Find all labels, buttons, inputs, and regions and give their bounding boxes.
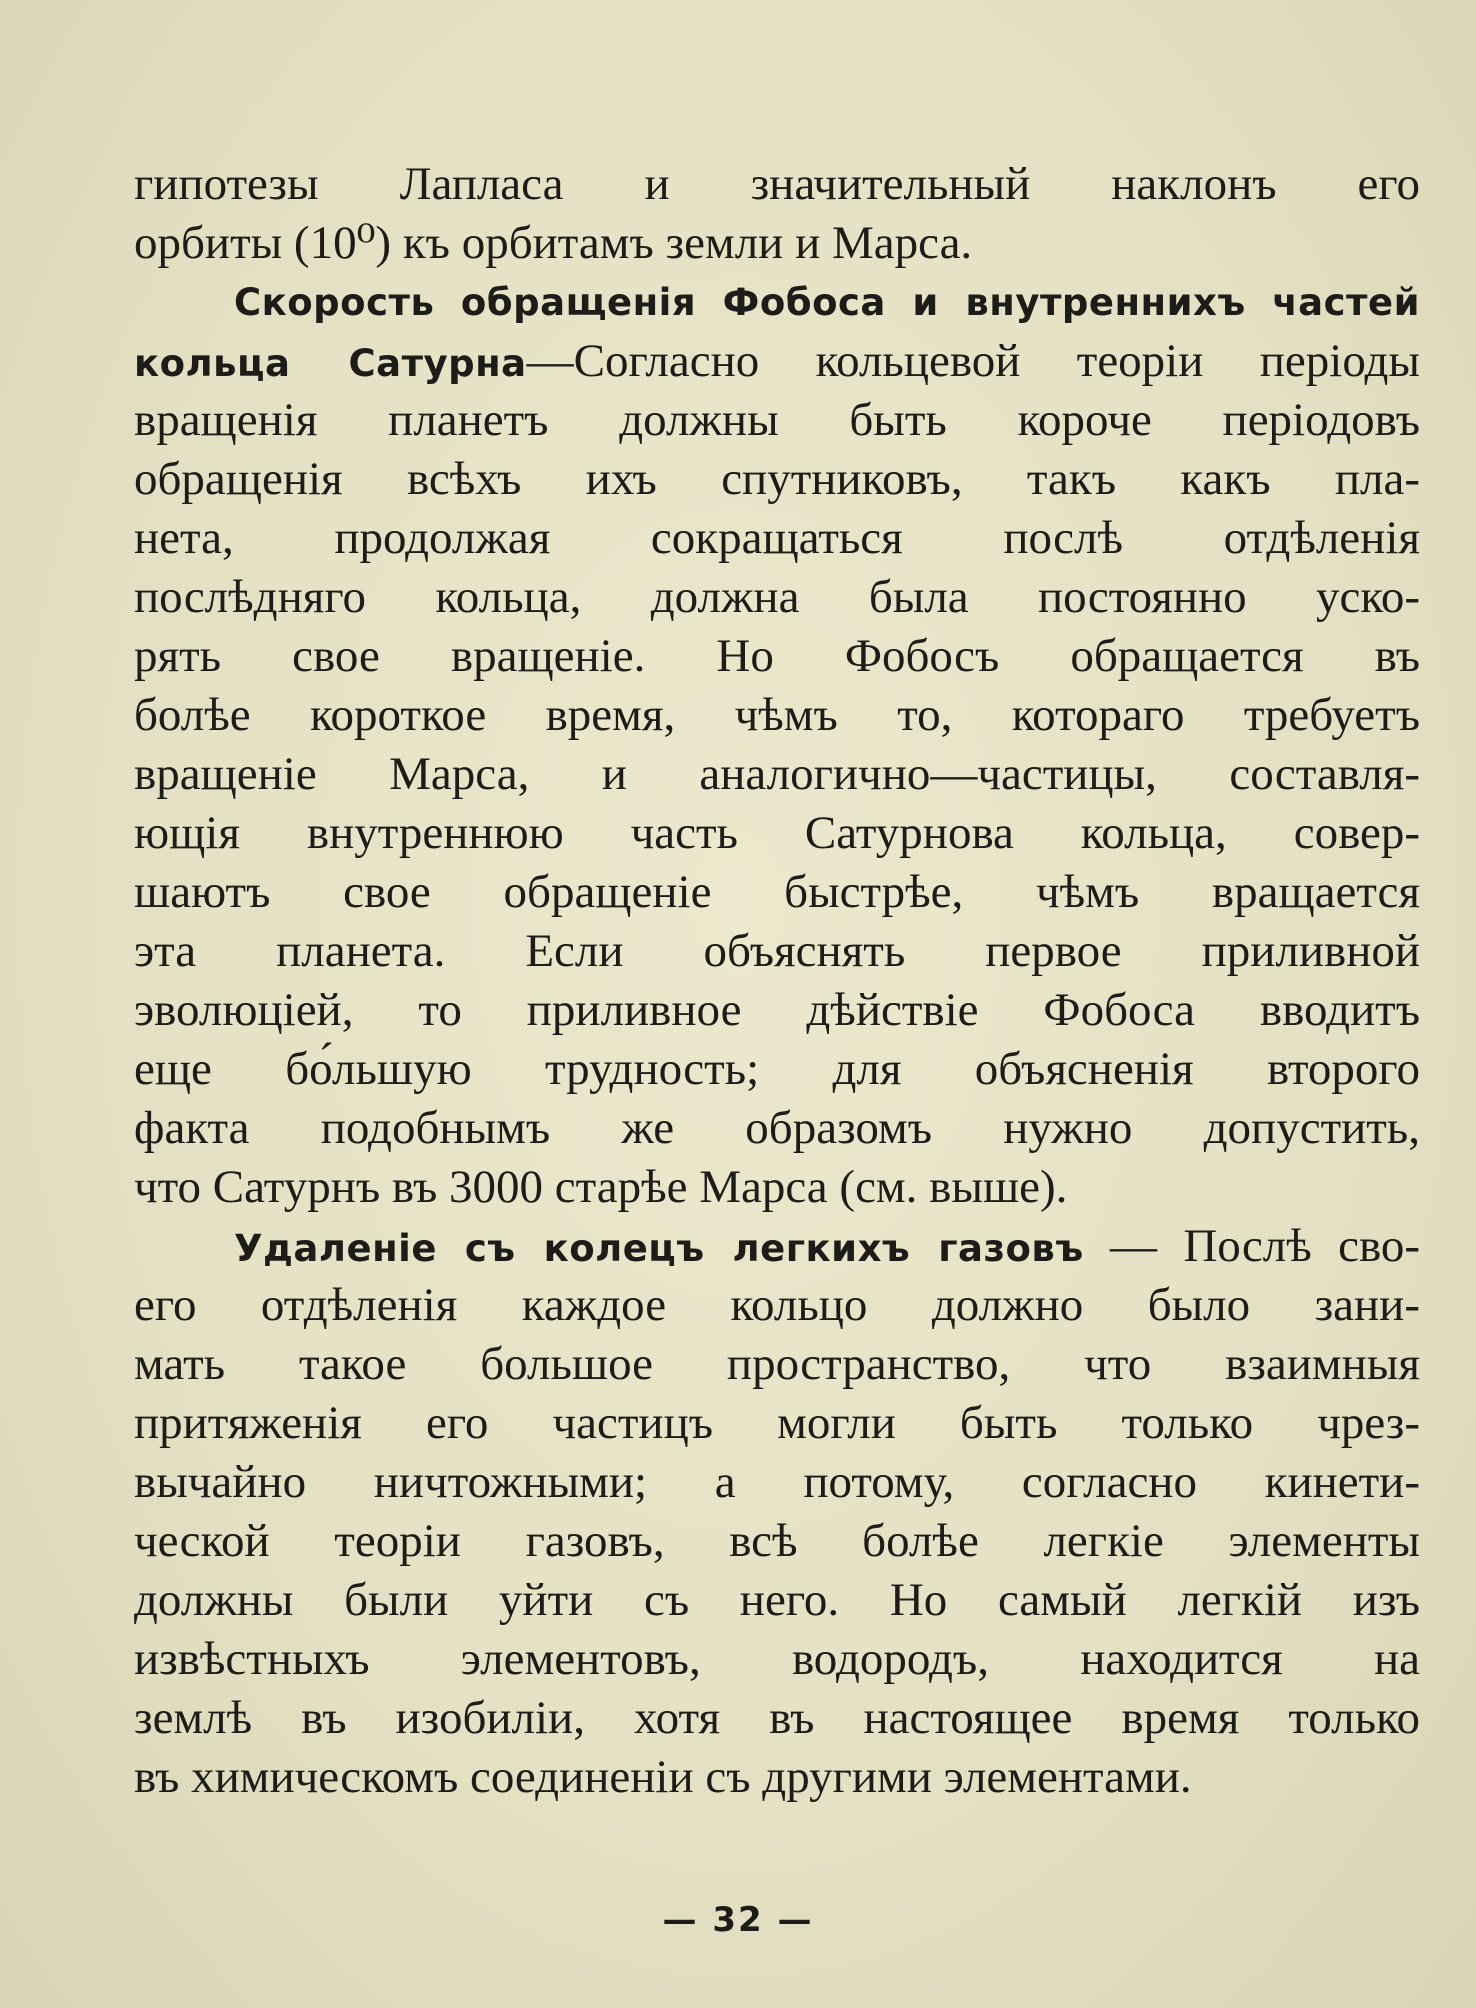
text-line: должны были уйти съ него. Но самый легкій изъ bbox=[134, 1574, 1420, 1626]
text-line: гипотезы Лапласа и значительный наклонъ его bbox=[134, 158, 1420, 210]
text-line: факта подобнымъ же образомъ нужно допустить, bbox=[134, 1102, 1420, 1154]
text-line: эволюціей, то приливное дѣйствіе Фобоса вводитъ bbox=[134, 984, 1420, 1036]
text-line: послѣдняго кольца, должна была постоянно уско- bbox=[134, 571, 1420, 623]
section-heading-gases: Удаленіе съ колецъ легкихъ газовъ bbox=[234, 1227, 1084, 1270]
text-line: рять свое вращеніе. Но Фобосъ обращается въ bbox=[134, 630, 1420, 682]
text-line: его отдѣленія каждое кольцо должно было зани- bbox=[134, 1279, 1420, 1331]
text-line: извѣстныхъ элементовъ, водородъ, находится на bbox=[134, 1633, 1420, 1685]
text-line: вращенія планетъ должны быть короче періодовъ bbox=[134, 394, 1420, 446]
text-line: что Сатурнъ въ 3000 старѣе Марса (см. выше). bbox=[134, 1161, 1068, 1213]
text-fragment: — Послѣ сво- bbox=[1083, 1220, 1420, 1272]
section-heading-phobos: Скорость обращенія Фобоса и внутреннихъ частей bbox=[234, 281, 1420, 324]
text-line bbox=[134, 332, 1420, 391]
text-line: вычайно ничтожными; а потому, согласно кинети- bbox=[134, 1456, 1420, 1508]
text-line bbox=[134, 1217, 1420, 1276]
text-line: ющія внутреннюю часть Сатурнова кольца, совер- bbox=[134, 807, 1420, 859]
text-line: шаютъ свое обращеніе быстрѣе, чѣмъ вращается bbox=[134, 866, 1420, 918]
page-number: — 32 — bbox=[662, 1900, 814, 1940]
text-line: землѣ въ изобиліи, хотя въ настоящее время только bbox=[134, 1692, 1420, 1744]
text-line: мать такое большое пространство, что взаимныя bbox=[134, 1338, 1420, 1390]
section-heading-phobos-cont: кольца Сатурна bbox=[134, 342, 527, 385]
body-text bbox=[134, 155, 1420, 1807]
text-fragment: —Согласно кольцевой теоріи періоды bbox=[526, 335, 1420, 387]
text-line: въ химическомъ соединеніи съ другими элементами. bbox=[134, 1751, 1192, 1803]
text-line: эта планета. Если объяснять первое приливной bbox=[134, 925, 1420, 977]
text-line: обращенія всѣхъ ихъ спутниковъ, такъ какъ пла- bbox=[134, 453, 1420, 505]
text-line: орбиты (10⁰) къ орбитамъ земли и Марса. bbox=[134, 217, 973, 269]
text-line: ческой теоріи газовъ, всѣ болѣе легкіе элементы bbox=[134, 1515, 1420, 1567]
text-line: нета, продолжая сокращаться послѣ отдѣленія bbox=[134, 512, 1420, 564]
text-line: притяженія его частицъ могли быть только чрез- bbox=[134, 1397, 1420, 1449]
text-line: еще бо́льшую трудность; для объясненія второго bbox=[134, 1043, 1420, 1095]
text-line: вращеніе Марса, и аналогично—частицы, составля- bbox=[134, 748, 1420, 800]
text-line: болѣе короткое время, чѣмъ то, котораго требуетъ bbox=[134, 689, 1420, 741]
